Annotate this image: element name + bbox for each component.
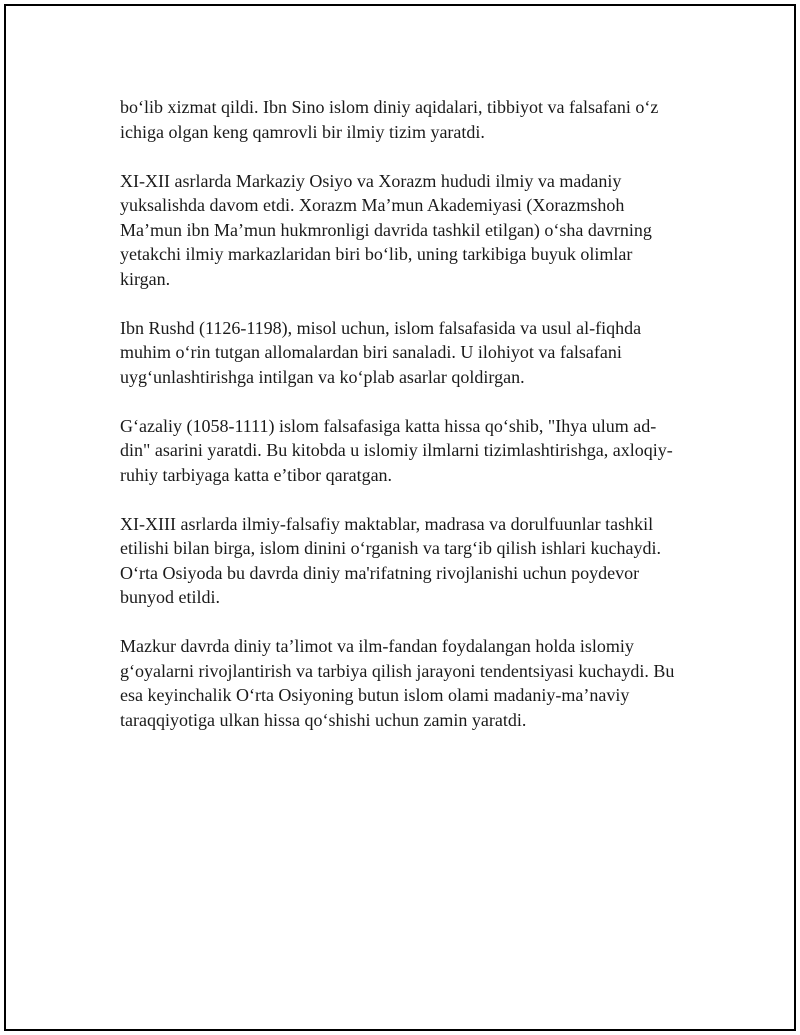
paragraph xyxy=(120,414,700,488)
text-line: ruhiy tarbiyaga katta e’tibor qaratgan. xyxy=(120,464,393,485)
text-line: bo‘lib xizmat qildi. Ibn Sino islom diniy aqidalari, tibbiyot va falsafani o‘z xyxy=(120,97,659,117)
text-line: etilishi bilan birga, islom dinini o‘rganish va targ‘ib qilish ishlari kuchaydi. xyxy=(120,538,661,558)
text-line: ichiga olgan keng qamrovli bir ilmiy tizim yaratdi. xyxy=(120,121,485,142)
text-line: uyg‘unlashtirishga intilgan va ko‘plab asarlar qoldirgan. xyxy=(120,366,525,387)
text-line: yetakchi ilmiy markazlaridan biri bo‘lib, uning tarkibiga buyuk olimlar xyxy=(120,244,633,264)
document-page xyxy=(4,4,796,1031)
paragraph xyxy=(120,316,700,390)
document-body xyxy=(120,95,700,757)
text-line: G‘azaliy (1058-1111) islom falsafasiga katta hissa qo‘shib, "Ihya ulum ad- xyxy=(120,415,657,436)
text-line: Ma’mun ibn Ma’mun hukmronligi davrida tashkil etilgan) o‘sha davrning xyxy=(120,219,652,240)
text-line: Ibn Rushd (1126-1198), misol uchun, islom falsafasida va usul al-fiqhda xyxy=(120,317,642,338)
text-line: O‘rta Osiyoda bu davrda diniy ma'rifatning rivojlanishi uchun poydevor xyxy=(120,562,640,583)
paragraph xyxy=(120,169,700,292)
text-line: din" asarini yaratdi. Bu kitobda u islomiy ilmlarni tizimlashtirishga, axloqiy- xyxy=(120,440,673,460)
text-line: esa keyinchalik O‘rta Osiyoning butun islom olami madaniy-ma’naviy xyxy=(120,685,630,705)
text-line: g‘oyalarni rivojlantirish va tarbiya qilish jarayoni tendentsiyasi kuchaydi. Bu xyxy=(120,660,675,681)
text-line: yuksalishda davom etdi. Xorazm Ma’mun Akademiyasi (Xorazmshoh xyxy=(120,195,625,215)
paragraph xyxy=(120,634,700,732)
paragraph xyxy=(120,95,700,144)
text-line: bunyod etildi. xyxy=(120,587,220,607)
text-line: kirgan. xyxy=(120,268,171,289)
text-line: muhim o‘rin tutgan allomalardan biri sanaladi. U ilohiyot va falsafani xyxy=(120,342,622,362)
text-line: taraqqiyotiga ulkan hissa qo‘shishi uchun zamin yaratdi. xyxy=(120,709,527,730)
text-line: XI-XIII asrlarda ilmiy-falsafiy maktablar, madrasa va dorulfuunlar tashkil xyxy=(120,513,654,534)
paragraph xyxy=(120,512,700,610)
text-line: XI-XII asrlarda Markaziy Osiyo va Xorazm hududi ilmiy va madaniy xyxy=(120,170,622,191)
text-line: Mazkur davrda diniy ta’limot va ilm-fandan foydalangan holda islomiy xyxy=(120,636,634,656)
